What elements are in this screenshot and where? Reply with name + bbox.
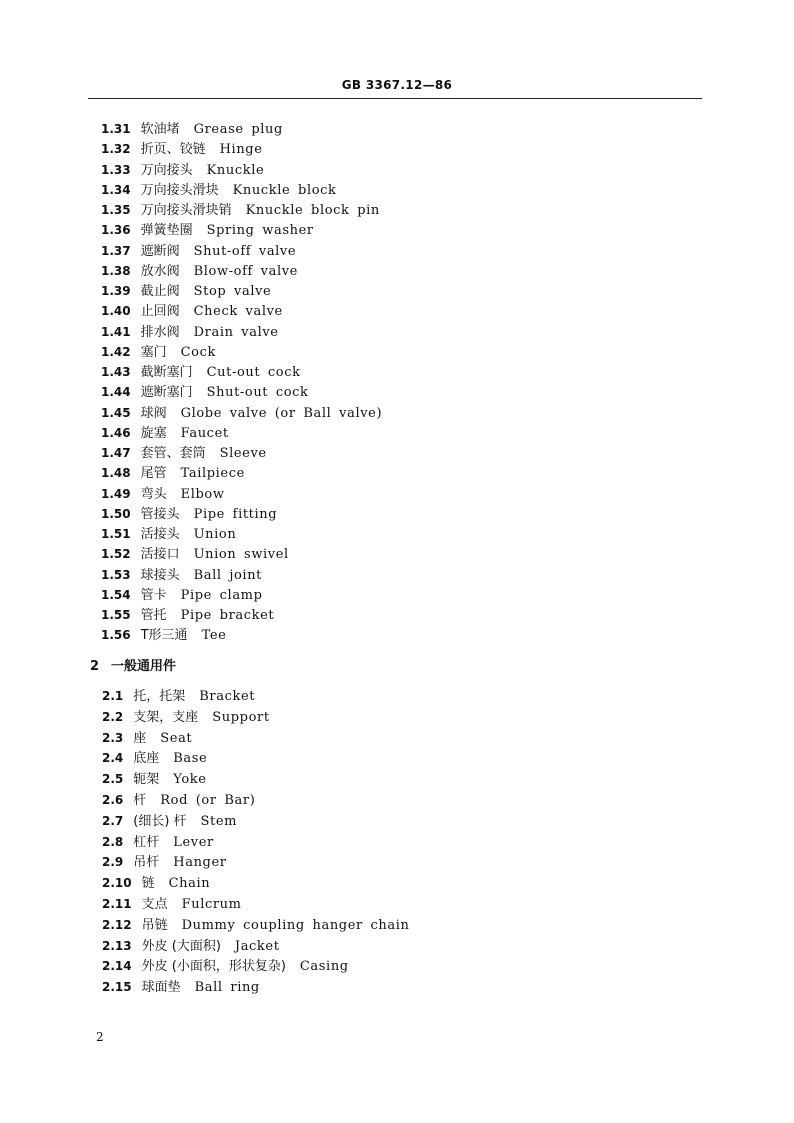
term-chinese: 止回阀 bbox=[140, 304, 180, 320]
term-english: Ball joint bbox=[193, 567, 262, 583]
term-english: Cut-out cock bbox=[206, 365, 301, 380]
term-english: Check valve bbox=[193, 304, 283, 320]
term-english: Jacket bbox=[234, 938, 280, 954]
term-number: 2.15 bbox=[102, 980, 132, 995]
term-entry bbox=[102, 832, 214, 852]
term-entry bbox=[101, 504, 277, 524]
term-english: Base bbox=[173, 751, 208, 767]
term-number: 2.8 bbox=[102, 834, 124, 849]
term-entry bbox=[101, 463, 245, 483]
term-chinese: 吊杆 bbox=[133, 855, 160, 871]
term-english: Faucet bbox=[180, 425, 229, 441]
term-chinese: 球面垫 bbox=[141, 980, 181, 996]
term-number: 1.52 bbox=[101, 547, 131, 562]
term-number: 1.49 bbox=[101, 486, 131, 501]
term-entry bbox=[101, 605, 274, 625]
term-entry bbox=[102, 728, 192, 748]
term-entry bbox=[102, 707, 270, 727]
term-number: 1.48 bbox=[101, 466, 131, 481]
term-entry bbox=[101, 301, 283, 321]
term-entry bbox=[101, 160, 264, 180]
term-chinese: 轭架 bbox=[133, 772, 160, 788]
term-entry bbox=[102, 686, 255, 706]
term-chinese: 遮断塞门 bbox=[140, 385, 193, 401]
term-english: Bracket bbox=[199, 689, 256, 704]
term-english: Cock bbox=[180, 344, 216, 360]
term-english: Pipe clamp bbox=[180, 587, 263, 603]
term-entry bbox=[102, 748, 207, 768]
term-english: Union bbox=[193, 527, 237, 542]
term-number: 1.31 bbox=[101, 122, 131, 136]
term-entry bbox=[101, 484, 225, 504]
term-entry bbox=[102, 915, 410, 935]
term-entry bbox=[102, 977, 260, 997]
term-chinese: T形三通 bbox=[140, 628, 188, 644]
term-chinese: 软油堵 bbox=[140, 122, 180, 137]
term-english: Tailpiece bbox=[180, 466, 245, 482]
term-chinese: 放水阀 bbox=[140, 263, 180, 279]
term-chinese: 管卡 bbox=[140, 587, 167, 603]
term-chinese: 万向接头滑块销 bbox=[140, 203, 232, 218]
term-chinese: 球阀 bbox=[140, 405, 167, 421]
term-english: Hanger bbox=[173, 855, 227, 871]
term-number: 1.53 bbox=[101, 567, 131, 582]
term-chinese: 活接头 bbox=[140, 527, 180, 542]
term-entry bbox=[101, 403, 382, 423]
term-entry bbox=[101, 625, 226, 645]
term-chinese: 托，托架 bbox=[133, 689, 186, 704]
term-chinese: 弹簧垫圈 bbox=[140, 223, 193, 239]
term-english: Ball ring bbox=[194, 980, 260, 996]
term-english: Support bbox=[212, 709, 270, 725]
term-entry bbox=[101, 362, 301, 382]
term-number: 2.6 bbox=[102, 793, 124, 807]
term-number: 2.7 bbox=[102, 813, 124, 828]
term-entry bbox=[101, 241, 296, 261]
term-number: 1.45 bbox=[101, 405, 131, 420]
term-english: Sleeve bbox=[219, 446, 267, 461]
term-english: Pipe bracket bbox=[180, 608, 275, 623]
term-english: Rod (or Bar) bbox=[160, 793, 256, 808]
term-english: Casing bbox=[299, 959, 349, 975]
term-entry bbox=[101, 524, 236, 544]
section-title: 一般通用件 bbox=[111, 659, 177, 674]
term-entry bbox=[101, 180, 337, 200]
term-entry bbox=[102, 790, 255, 810]
term-entry bbox=[101, 342, 216, 362]
term-number: 2.14 bbox=[102, 959, 132, 974]
term-chinese: 吊链 bbox=[141, 917, 168, 933]
term-number: 1.40 bbox=[101, 304, 131, 319]
term-number: 2.2 bbox=[102, 709, 124, 724]
term-entry bbox=[102, 873, 210, 893]
term-english: Seat bbox=[160, 730, 193, 746]
term-english: Globe valve (or Ball valve) bbox=[180, 405, 383, 421]
term-number: 1.34 bbox=[101, 182, 131, 197]
term-entry bbox=[101, 261, 298, 281]
term-english: Pipe fitting bbox=[193, 506, 278, 522]
term-chinese: 旋塞 bbox=[140, 425, 167, 441]
term-number: 1.42 bbox=[101, 344, 131, 359]
term-number: 2.13 bbox=[102, 938, 132, 953]
term-chinese: 万向接头 bbox=[140, 162, 193, 178]
term-entry bbox=[101, 585, 263, 605]
term-chinese: 遮断阀 bbox=[140, 243, 180, 259]
term-english: Yoke bbox=[173, 772, 207, 788]
term-entry bbox=[101, 565, 262, 585]
term-chinese: 折页、铰链 bbox=[140, 142, 206, 158]
term-english: Spring washer bbox=[206, 223, 314, 239]
term-english: Knuckle block bbox=[232, 182, 337, 198]
term-chinese: 尾管 bbox=[140, 466, 167, 482]
term-number: 2.4 bbox=[102, 751, 124, 766]
term-entry bbox=[101, 322, 279, 342]
term-english: Knuckle bbox=[206, 162, 265, 178]
page-header: GB 3367.12—86 bbox=[341, 78, 453, 92]
term-english: Lever bbox=[173, 834, 214, 850]
term-entry bbox=[101, 423, 229, 443]
term-chinese: 排水阀 bbox=[140, 324, 180, 340]
term-english: Shut-out cock bbox=[206, 385, 309, 401]
term-number: 1.33 bbox=[101, 162, 131, 177]
term-english: Blow-off valve bbox=[193, 263, 298, 279]
term-entry bbox=[102, 936, 280, 956]
term-chinese: 支点 bbox=[141, 897, 168, 912]
term-entry bbox=[101, 200, 380, 220]
term-entry bbox=[101, 119, 283, 139]
term-english: Knuckle block pin bbox=[245, 203, 380, 218]
term-chinese: 链 bbox=[141, 876, 155, 892]
term-entry bbox=[102, 769, 207, 789]
term-english: Elbow bbox=[180, 486, 225, 502]
term-entry bbox=[102, 894, 242, 914]
term-chinese: 截止阀 bbox=[140, 284, 180, 299]
term-chinese: (细长) 杆 bbox=[133, 813, 187, 829]
term-number: 1.47 bbox=[101, 446, 131, 460]
term-number: 1.54 bbox=[101, 587, 131, 602]
term-chinese: 底座 bbox=[133, 751, 160, 767]
term-chinese: 杠杆 bbox=[133, 834, 160, 850]
term-entry bbox=[101, 220, 314, 240]
section-heading bbox=[90, 657, 176, 677]
term-number: 1.44 bbox=[101, 385, 131, 400]
term-english: Grease plug bbox=[193, 122, 283, 137]
term-chinese: 外皮 (大面积) bbox=[141, 938, 221, 954]
term-number: 1.37 bbox=[101, 243, 131, 258]
term-english: Shut-off valve bbox=[193, 243, 297, 259]
term-entry bbox=[102, 811, 237, 831]
term-entry bbox=[102, 852, 227, 872]
term-number: 2.12 bbox=[102, 917, 132, 932]
term-chinese: 球接头 bbox=[140, 567, 180, 583]
term-number: 2.1 bbox=[102, 689, 124, 703]
term-entry bbox=[101, 281, 271, 301]
term-number: 1.46 bbox=[101, 425, 131, 440]
term-number: 2.5 bbox=[102, 772, 124, 787]
term-chinese: 座 bbox=[133, 730, 147, 746]
term-chinese: 支架，支座 bbox=[133, 709, 199, 725]
term-chinese: 塞门 bbox=[140, 344, 167, 360]
term-entry bbox=[102, 956, 349, 976]
term-number: 1.56 bbox=[101, 628, 131, 643]
page-number: 2 bbox=[96, 1030, 104, 1044]
term-english: Stem bbox=[200, 813, 238, 829]
term-number: 1.36 bbox=[101, 223, 131, 238]
term-entry bbox=[101, 544, 289, 564]
term-english: Chain bbox=[168, 876, 211, 892]
term-number: 1.39 bbox=[101, 284, 131, 298]
term-english: Fulcrum bbox=[181, 897, 242, 912]
term-number: 1.35 bbox=[101, 203, 131, 217]
term-english: Union swivel bbox=[193, 547, 289, 563]
term-english: Hinge bbox=[219, 142, 263, 158]
term-number: 2.3 bbox=[102, 730, 124, 745]
term-chinese: 万向接头滑块 bbox=[140, 182, 219, 198]
term-number: 1.43 bbox=[101, 365, 131, 379]
term-number: 1.51 bbox=[101, 527, 131, 541]
term-number: 2.9 bbox=[102, 855, 124, 870]
term-number: 1.32 bbox=[101, 142, 131, 157]
term-entry bbox=[101, 139, 263, 159]
term-chinese: 弯头 bbox=[140, 486, 167, 502]
section-number: 2 bbox=[90, 659, 100, 674]
term-entry bbox=[101, 443, 267, 463]
term-entry bbox=[101, 382, 309, 402]
term-chinese: 管托 bbox=[140, 608, 167, 623]
term-number: 2.11 bbox=[102, 897, 132, 911]
term-number: 1.55 bbox=[101, 608, 131, 622]
term-number: 1.38 bbox=[101, 263, 131, 278]
term-english: Drain valve bbox=[193, 324, 279, 340]
term-chinese: 活接口 bbox=[140, 547, 180, 563]
term-number: 1.50 bbox=[101, 506, 131, 521]
term-english: Tee bbox=[201, 628, 227, 644]
term-english: Stop valve bbox=[193, 284, 272, 299]
term-chinese: 杆 bbox=[133, 793, 147, 808]
header-rule bbox=[88, 98, 702, 99]
term-number: 1.41 bbox=[101, 324, 131, 339]
term-chinese: 管接头 bbox=[140, 506, 180, 522]
term-number: 2.10 bbox=[102, 876, 132, 891]
term-english: Dummy coupling hanger chain bbox=[181, 917, 410, 933]
term-chinese: 套管、套筒 bbox=[140, 446, 206, 461]
term-chinese: 外皮 (小面积，形状复杂) bbox=[141, 959, 286, 975]
term-chinese: 截断塞门 bbox=[140, 365, 193, 380]
